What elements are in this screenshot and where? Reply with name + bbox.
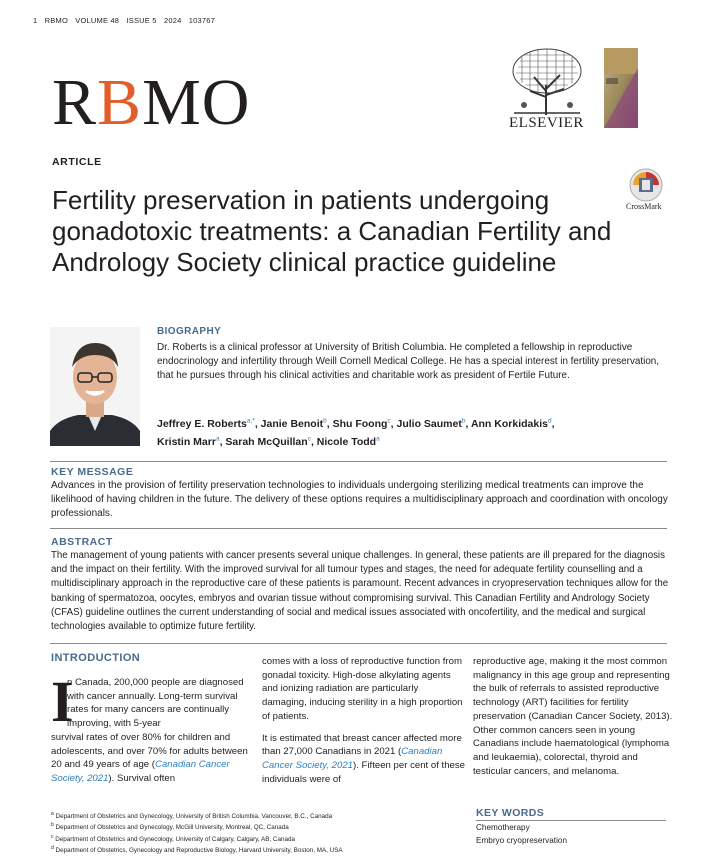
keyword-item: Chemotherapy [476,823,530,832]
keywords-list [476,822,567,847]
divider [50,528,667,529]
article-title: Fertility preservation in patients undergoing gonadotoxic treatments: a Canadian Fertility and Andrology Society clinical practice guideline [52,185,612,277]
introduction-heading: INTRODUCTION [51,652,141,664]
intro-col2: comes with a loss of reproductive function from gonadal toxicity. High-dose alkylating agents and ionizing radiation are particularly damaging, inducing sterility in a high proportion of patients. It is estimated that breast cancer affected more than 27,000 Canadians in 2021 (Canadian Cancer Society, 2021). Fifteen per cent of these individuals were of [262,656,466,785]
divider [476,820,666,821]
divider [50,461,667,462]
biography-heading: BIOGRAPHY [157,326,222,337]
journal-cover-thumbnail [604,48,638,128]
volume: VOLUME 48 [75,16,120,25]
abstract-text: The management of young patients with cancer presents several unique challenges. In general, these patients are ill prepared for the diagnosis and the impact on their fertility. With the improved survival for all tumour types and stages, the need for adequate fertility counselling and a multidisciplinary approach in the reproductive care of these patients is paramount. Recent advances in cryopreservation techniques allow for the banking of spermatozoa, oocytes, embryos and ovarian tissue without compromising survival. This Canadian Fertility and Andrology Society (CFAS) guideline outlines the current understanding of social and medical issues associated with oncofertility, and the medical and surgical technologies available to optimize future fertility. [51,550,669,633]
author-6: Kristin Marr$^a$, [157,435,226,448]
intro-col1-bottom: survival rates of over 80% for children and adolescents, and over 70% for adults between 20 and 49 years of age (Canadian Cancer Society, 2021). Survival often [51,732,248,785]
intro-col3: reproductive age, making it the most common malignancy in this age group and representing the bulk of referrals to assisted reproductive technology (ART) facilities for fertility preservation (Canadian Cancer Society, 2013). Other common cancers seen in young Canadians include haematological (lymphoma and leukaemia), colorectal, thyroid and testicular cancers, and melanoma. [473,656,673,777]
article-type-label: ARTICLE [52,156,102,168]
citation-link[interactable]: Canadian Cancer Society, 2021 [262,746,443,771]
author-8: Nicole Todd$^a$ [316,435,380,448]
running-header [33,16,220,25]
key-message-text: Advances in the provision of fertility preservation technologies to individuals undergoing sterilizing medical treatments can improve the likelihood of having children in the future. The delivery of these options requires a multidisciplinary approach and coordination with oncology professionals. [51,480,668,519]
citation-link[interactable]: Canadian Cancer Society, 2021 [51,759,230,785]
affiliations [51,810,451,856]
page-number: 1 [33,16,38,25]
author-7: Sarah McQuillan$^c$, [225,435,317,448]
author-2: Janie Benoit$^b$, [260,417,333,430]
key-message-heading: KEY MESSAGE [51,466,134,478]
author-3: Shu Foong$^c$, [332,417,397,430]
elsevier-wordmark: ELSEVIER [509,115,584,131]
abstract-heading: ABSTRACT [51,536,113,548]
author-5: Ann Korkidakis$^d$, [470,417,555,430]
year: 2024 [163,16,182,25]
journal-abbrev: RBMO [44,16,68,25]
drop-cap: I [51,669,74,734]
author-4: Julio Saumet$^b$, [396,417,471,430]
affiliation-a: $^a$ Department of Obstetrics and Gynecology, University of British Columbia, Vancouver, B.C., Canada [51,811,333,821]
divider [50,643,667,644]
author-list [157,413,677,450]
author-1: Jeffrey E. Roberts$^{a,*}$, [157,417,261,430]
keyword-item: Embryo cryopreservation [476,835,568,845]
affiliation-c: $^c$ Department of Obstetrics and Gynecology, University of Calgary, Calgary, AB, Canada [51,833,295,843]
affiliation-d: $^d$ Department of Obstetrics, Gynecology and Reproductive Biology, Harvard University, Boston, MA, USA [51,845,343,855]
author-portrait [50,327,140,446]
rbmo-logo: RBMO [52,66,251,139]
keywords-heading: KEY WORDS [476,807,545,819]
elsevier-tree-icon [510,47,584,115]
affiliation-b: $^b$ Department of Obstetrics and Gynecology, McGill University, Montreal, QC, Canada [51,822,289,832]
intro-col1-top: n Canada, 200,000 people are diagnosed with cancer annually. Long-term survival rates for many cancers are continually improving, with 5-year [67,677,244,730]
crossmark-label: CrossMark [626,202,662,211]
biography-text: Dr. Roberts is a clinical professor at University of British Columbia. He completed a fellowship in reproductive endocrinology and infertility through Weill Cornell Medical College. He has a special interest in fertility preservation, that he pursues through his clinical activities and charitable work as president of Fertile Future. [157,342,660,382]
issue: ISSUE 5 [126,16,157,25]
article-number: 103767 [188,16,215,25]
